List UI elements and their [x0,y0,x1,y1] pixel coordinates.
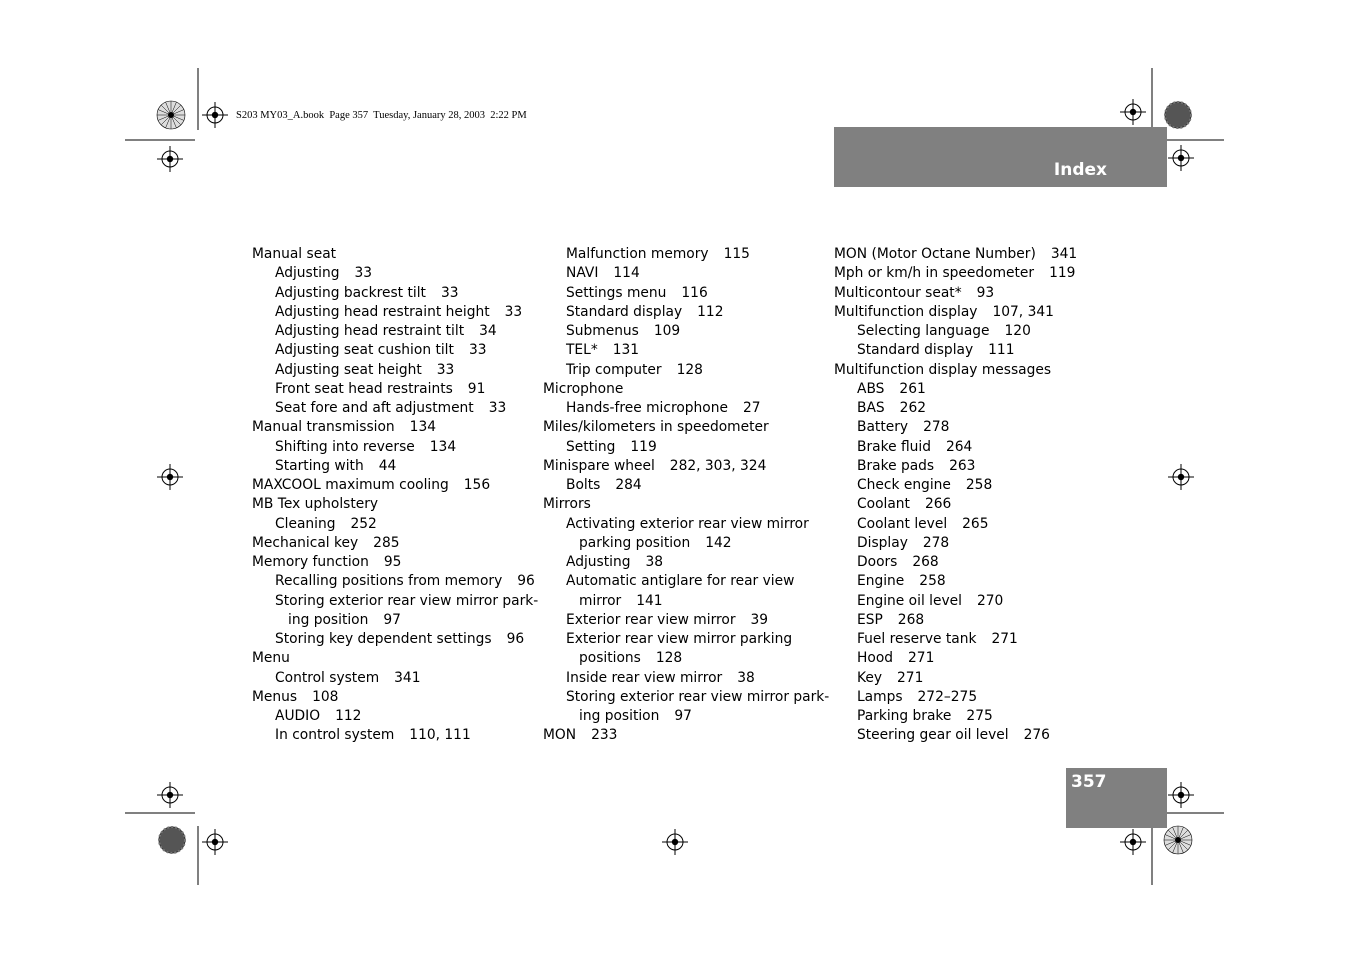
index-page-ref[interactable]: 119 [1049,265,1076,282]
index-page-ref[interactable]: 270 [976,592,1004,609]
index-entry [834,418,1119,437]
index-entry [834,476,1119,495]
index-entry [834,611,1119,630]
index-term: In control system [275,727,395,744]
index-entry [252,341,537,360]
index-page-ref[interactable]: 27 [742,400,761,416]
index-entry [543,592,828,611]
index-page-ref[interactable]: 156 [463,477,491,493]
index-term: Seat fore and aft adjustment [275,400,474,416]
index-entry [252,399,537,418]
index-term: Engine [857,573,905,590]
index-page-ref[interactable]: 268 [912,554,939,570]
index-term: Automatic antiglare for rear view [566,573,795,590]
index-term: Storing exterior rear view mirror park- [275,592,539,609]
index-page-ref[interactable]: 271 [897,669,924,686]
index-page-ref[interactable]: 285 [373,534,400,551]
index-entry [252,630,537,649]
index-page-ref[interactable]: 110, 111 [409,727,471,744]
index-term: Recalling positions from memory [275,573,503,590]
index-term: Fuel reserve tank [857,631,977,647]
index-entry [834,669,1119,688]
index-term: Setting [566,438,616,455]
index-entry [252,515,537,534]
index-page-ref[interactable]: 268 [897,611,925,628]
index-term: ABS [857,380,885,397]
index-term: Settings menu [566,284,667,301]
index-term: MAXCOOL maximum cooling [252,477,449,493]
index-page-ref[interactable]: 276 [1023,727,1050,744]
index-entry [252,592,537,611]
index-page-ref[interactable]: 278 [922,534,950,551]
index-term: Activating exterior rear view mirror [566,515,809,532]
index-term: MON [543,727,577,744]
index-entry [834,361,1119,380]
index-page-ref[interactable]: 233 [591,727,618,744]
index-term: Mechanical key [252,534,359,551]
index-page-ref[interactable]: 141 [636,592,663,609]
index-entry [543,707,828,726]
index-entry [834,688,1119,707]
index-term: Menu [252,650,290,667]
index-term: Trip computer [566,361,662,378]
index-term: Exterior rear view mirror [566,611,736,628]
index-page-ref[interactable]: 128 [655,650,683,667]
index-term: Miles/kilometers in speedometer [543,419,769,436]
index-term: positions [579,650,641,667]
index-entry [252,688,537,707]
index-page-ref[interactable]: 95 [383,554,402,570]
index-entry [252,534,537,553]
index-term: Battery [857,419,909,436]
index-entry [834,380,1119,399]
page-number: 357 [1071,772,1107,792]
index-page-ref[interactable]: 284 [615,477,642,493]
index-entry [834,341,1119,360]
index-entry [543,572,828,591]
index-entry [834,438,1119,457]
index-term: Multifunction display [834,303,978,320]
index-entry [543,264,828,283]
index-term: MON (Motor Octane Number) [834,246,1036,262]
index-entry [543,726,828,745]
index-entry [252,438,537,457]
index-entry [543,630,828,649]
index-term: Parking brake [857,708,952,724]
index-column-2 [543,245,828,746]
index-term: Inside rear view mirror [566,669,723,686]
index-term: Brake fluid [857,438,931,455]
index-page-ref[interactable]: 341 [1050,246,1078,262]
index-page-ref[interactable]: 128 [676,361,703,378]
index-term: Starting with [275,457,364,474]
index-page-ref[interactable]: 39 [750,611,769,628]
index-page-ref[interactable]: 109 [653,323,681,339]
index-term: Adjusting seat height [275,361,422,378]
index-page-ref[interactable]: 38 [737,669,755,686]
index-entry [252,611,537,630]
index-term: Display [857,534,908,551]
page-number-tab [1066,768,1167,828]
index-term: Bolts [566,477,601,493]
index-term: Steering gear oil level [857,727,1009,744]
index-term: AUDIO [275,708,321,724]
index-entry [834,592,1119,611]
index-term: Lamps [857,688,903,705]
index-entry [543,303,828,322]
index-entry [834,322,1119,341]
index-term: Storing key dependent settings [275,631,492,647]
index-entry [252,649,537,668]
index-entry [834,245,1119,264]
index-term: Storing exterior rear view mirror park- [566,688,830,705]
index-page-ref[interactable]: 275 [966,708,993,724]
index-page-ref[interactable]: 134 [409,419,437,436]
index-term: Standard display [566,303,683,320]
index-entry [543,515,828,534]
index-term: Minispare wheel [543,457,655,474]
index-entry [834,495,1119,514]
print-slug: S203 MY03_A.book Page 357 Tuesday, January 28, 2003 2:22 PM [236,110,527,121]
index-page-ref[interactable]: 114 [613,265,640,282]
index-entry [543,476,828,495]
index-entry [543,284,828,303]
index-entry [543,669,828,688]
index-entry [252,284,537,303]
index-entry [543,380,828,399]
index-page-ref[interactable]: 271 [991,631,1018,647]
index-page-ref[interactable]: 278 [923,419,950,436]
index-page-ref[interactable]: 264 [946,438,973,455]
index-term: NAVI [566,265,599,282]
index-entry [252,303,537,322]
index-term: MB Tex upholstery [252,496,379,513]
index-entry [834,630,1119,649]
index-term: Doors [857,554,898,570]
index-entry [543,553,828,572]
index-page-ref[interactable]: 258 [965,477,993,493]
index-column-1 [252,245,537,746]
index-term: Coolant [857,496,910,513]
index-term: Shifting into reverse [275,438,415,455]
index-page-ref[interactable]: 262 [899,400,927,416]
index-entry [252,476,537,495]
index-entry [834,707,1119,726]
index-term: Malfunction memory [566,246,709,262]
index-page-ref[interactable]: 263 [949,457,976,474]
index-entry [834,572,1119,591]
index-entry [252,495,537,514]
index-term: Hood [857,650,894,667]
index-entry [834,553,1119,572]
index-page-ref[interactable]: 97 [383,611,401,628]
index-term: mirror [579,592,622,609]
index-entry [834,534,1119,553]
index-term: Manual transmission [252,419,395,436]
index-entry [543,688,828,707]
index-column-3 [834,245,1119,746]
index-entry [252,572,537,591]
index-entry [834,515,1119,534]
index-page-ref[interactable]: 115 [723,246,750,262]
index-term: ing position [579,708,660,724]
index-entry [543,534,828,553]
index-page-ref[interactable]: 265 [962,515,989,532]
index-page-ref[interactable]: 33 [504,303,523,320]
index-page-ref[interactable]: 91 [467,380,486,397]
index-term: Exterior rear view mirror parking [566,631,793,647]
index-page-ref[interactable]: 33 [354,265,373,282]
index-page-ref[interactable]: 44 [378,457,397,474]
index-entry [834,303,1119,322]
index-entry [252,322,537,341]
index-term: Cleaning [275,515,336,532]
index-entry [543,495,828,514]
index-page-ref[interactable]: 96 [506,631,525,647]
index-page-ref[interactable]: 33 [436,361,455,378]
index-term: Adjusting head restraint tilt [275,323,465,339]
index-entry [252,418,537,437]
index-page-ref[interactable]: 252 [350,515,377,532]
index-term: Standard display [857,342,974,359]
index-entry [252,264,537,283]
index-page-ref[interactable]: 341 [394,669,421,686]
section-header-tab [834,127,1167,187]
index-entry [252,380,537,399]
index-entry [543,611,828,630]
index-term: Mph or km/h in speedometer [834,265,1035,282]
index-entry [252,707,537,726]
index-term: Microphone [543,380,624,397]
index-page-ref[interactable]: 33 [440,284,459,301]
index-entry [834,264,1119,283]
index-page-ref[interactable]: 134 [429,438,457,455]
index-term: TEL* [566,342,598,359]
index-term: Menus [252,688,298,705]
index-entry [543,649,828,668]
index-term: parking position [579,534,691,551]
index-page-ref[interactable]: 282, 303, 324 [669,457,767,474]
index-page-ref[interactable]: 119 [630,438,657,455]
index-entry [834,399,1119,418]
index-term: Adjusting seat cushion tilt [275,342,454,359]
index-entry [834,649,1119,668]
index-entry [543,245,828,264]
index-term: Front seat head restraints [275,380,453,397]
index-entry [543,438,828,457]
index-page-ref[interactable]: 112 [697,303,724,320]
index-page-ref[interactable]: 96 [517,573,535,590]
index-term: Adjusting [566,554,631,570]
index-page-ref[interactable]: 272–275 [917,688,978,705]
index-entry [834,284,1119,303]
index-term: Selecting language [857,323,990,339]
index-page-ref[interactable]: 120 [1004,323,1031,339]
index-entry [252,669,537,688]
index-entry [543,457,828,476]
index-page-ref[interactable]: 33 [468,342,487,359]
index-term: Mirrors [543,496,591,513]
index-term: Hands-free microphone [566,400,728,416]
index-term: Multifunction display messages [834,361,1052,378]
index-page-ref[interactable]: 33 [488,400,507,416]
index-term: Submenus [566,323,639,339]
index-term: ing position [288,611,369,628]
index-term: BAS [857,400,885,416]
index-term: Check engine [857,477,951,493]
index-term: Key [857,669,883,686]
index-page-ref[interactable]: 93 [976,284,995,301]
index-term: Adjusting backrest tilt [275,284,426,301]
index-entry [543,341,828,360]
index-entry [543,361,828,380]
index-page-ref[interactable]: 266 [924,496,952,513]
index-entry [252,457,537,476]
index-entry [834,457,1119,476]
index-entry [543,418,828,437]
index-entry [252,726,537,745]
index-page-ref[interactable]: 261 [899,380,926,397]
index-entry [543,399,828,418]
index-entry [252,245,537,264]
index-page-ref[interactable]: 111 [988,342,1015,359]
index-page-ref[interactable]: 131 [612,342,640,359]
index-page-ref[interactable]: 97 [674,708,692,724]
index-page-ref[interactable]: 116 [681,284,708,301]
section-title: Index [1053,160,1107,180]
index-term: Control system [275,669,380,686]
index-entry [252,361,537,380]
index-term: Engine oil level [857,592,962,609]
index-page-ref[interactable]: 142 [705,534,732,551]
index-page-ref[interactable]: 34 [479,323,497,339]
index-page-ref[interactable]: 38 [645,554,664,570]
index-page-ref[interactable]: 107, 341 [992,303,1054,320]
index-page-ref[interactable]: 271 [908,650,935,667]
index-term: Manual seat [252,246,337,262]
index-term: Brake pads [857,457,935,474]
index-term: ESP [857,611,883,628]
index-term: Coolant level [857,515,948,532]
index-term: Adjusting [275,265,340,282]
index-page-ref[interactable]: 258 [919,573,946,590]
index-term: Multicontour seat* [834,284,962,301]
index-page-ref[interactable]: 112 [335,708,362,724]
index-entry [252,553,537,572]
index-term: Adjusting head restraint height [275,303,490,320]
index-term: Memory function [252,554,369,570]
index-entry [834,726,1119,745]
index-page-ref[interactable]: 108 [312,688,339,705]
index-entry [543,322,828,341]
